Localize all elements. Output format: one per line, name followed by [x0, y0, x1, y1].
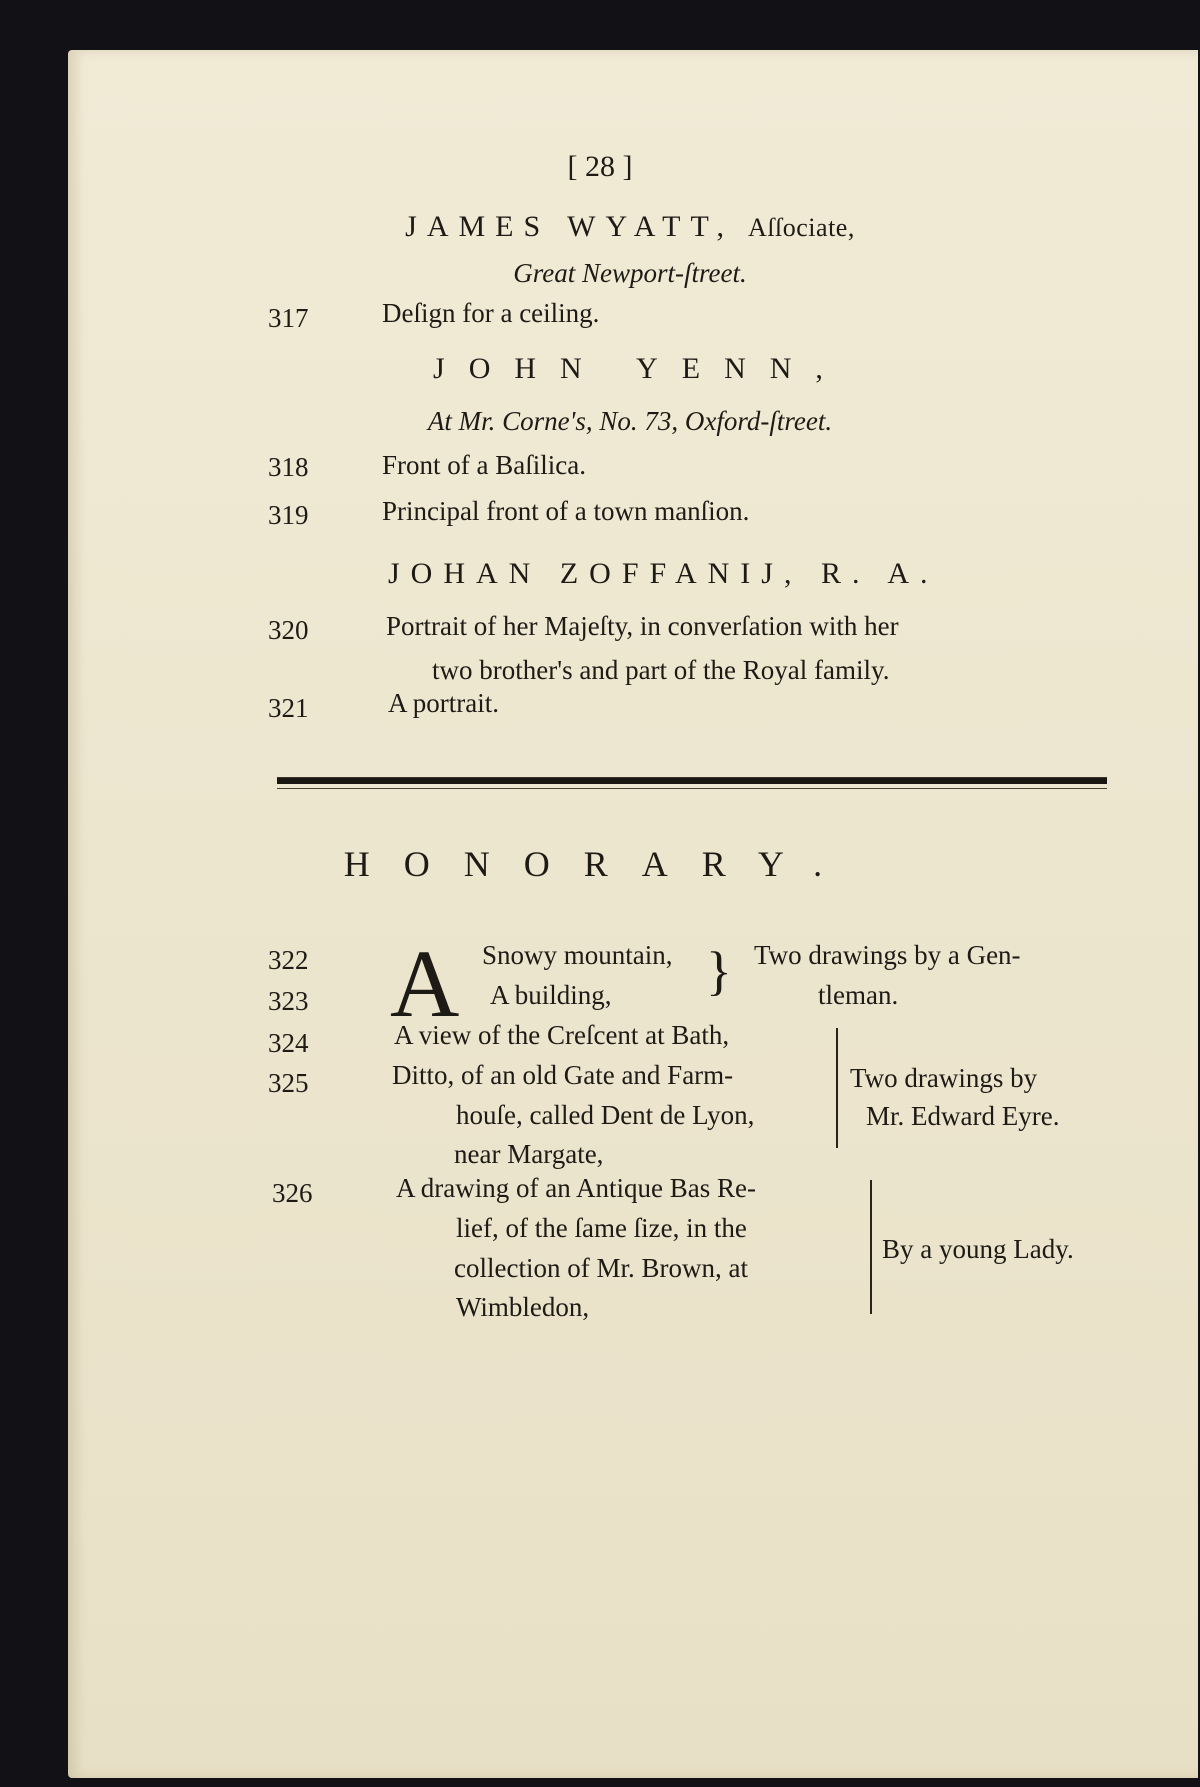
brace [862, 1180, 872, 1314]
entry-title: Deſign for a ceiling. [382, 298, 600, 328]
attribution: Two drawings by a Gen- [754, 940, 1021, 970]
entry-title-continued: collection of Mr. Brown, at [454, 1253, 748, 1283]
artist-name-wyatt: JAMES WYATT, Aſſociate, [405, 210, 855, 243]
entry-number: 322 [268, 945, 309, 975]
brace [828, 1028, 838, 1148]
entry-title-continued: lief, of the ſame ſize, in the [456, 1213, 747, 1243]
attribution-continued: tleman. [818, 980, 899, 1010]
entry-number: 323 [268, 986, 309, 1016]
attribution: Two drawings by [850, 1063, 1038, 1093]
entry-title-continued: near Margate, [454, 1139, 604, 1169]
artist-name-zoffanij: JOHAN ZOFFANIJ, R. A. [388, 557, 939, 590]
artist-address-yenn: At Mr. Corne's, No. 73, Oxford-ſtreet. [427, 406, 833, 436]
attribution: By a young Lady. [882, 1234, 1074, 1264]
entry-number: 318 [268, 452, 309, 482]
entry-number: 320 [268, 615, 309, 645]
entry-title: Portrait of her Majeſty, in converſation with her [386, 611, 899, 641]
entry-title: Snowy mountain, [482, 940, 673, 970]
entry-number: 317 [268, 303, 309, 333]
entry-number: 325 [268, 1068, 309, 1098]
entry-title: Front of a Baſilica. [382, 450, 586, 480]
entry-number: 324 [268, 1028, 309, 1058]
entry-number: 326 [272, 1178, 313, 1208]
entry-title: A portrait. [388, 688, 499, 718]
brace: } [706, 941, 732, 1001]
entry-title: Principal front of a town manſion. [382, 496, 750, 526]
page-number: [ 28 ] [567, 150, 633, 183]
entry-title: A drawing of an Antique Bas Re- [396, 1173, 756, 1203]
entry-number: 319 [268, 500, 309, 530]
entry-title: A view of the Creſcent at Bath, [394, 1020, 730, 1050]
entry-title-continued: houſe, called Dent de Lyon, [456, 1100, 755, 1130]
entry-title-continued: two brother's and part of the Royal family. [432, 655, 890, 685]
drop-capital: A [390, 930, 460, 1037]
honorary-heading: HONORARY. [343, 844, 857, 884]
book-page [68, 50, 1198, 1778]
entry-number: 321 [268, 693, 309, 723]
entry-title: Ditto, of an old Gate and Farm- [392, 1060, 734, 1090]
section-divider-thin [277, 788, 1107, 789]
entry-title-continued: Wimbledon, [456, 1292, 590, 1322]
attribution-continued: Mr. Edward Eyre. [866, 1101, 1060, 1131]
artist-name-yenn: JOHN YENN, [433, 352, 847, 385]
artist-address-wyatt: Great Newport-ſtreet. [513, 258, 747, 288]
entry-title: A building, [490, 980, 612, 1010]
section-divider [277, 777, 1107, 784]
